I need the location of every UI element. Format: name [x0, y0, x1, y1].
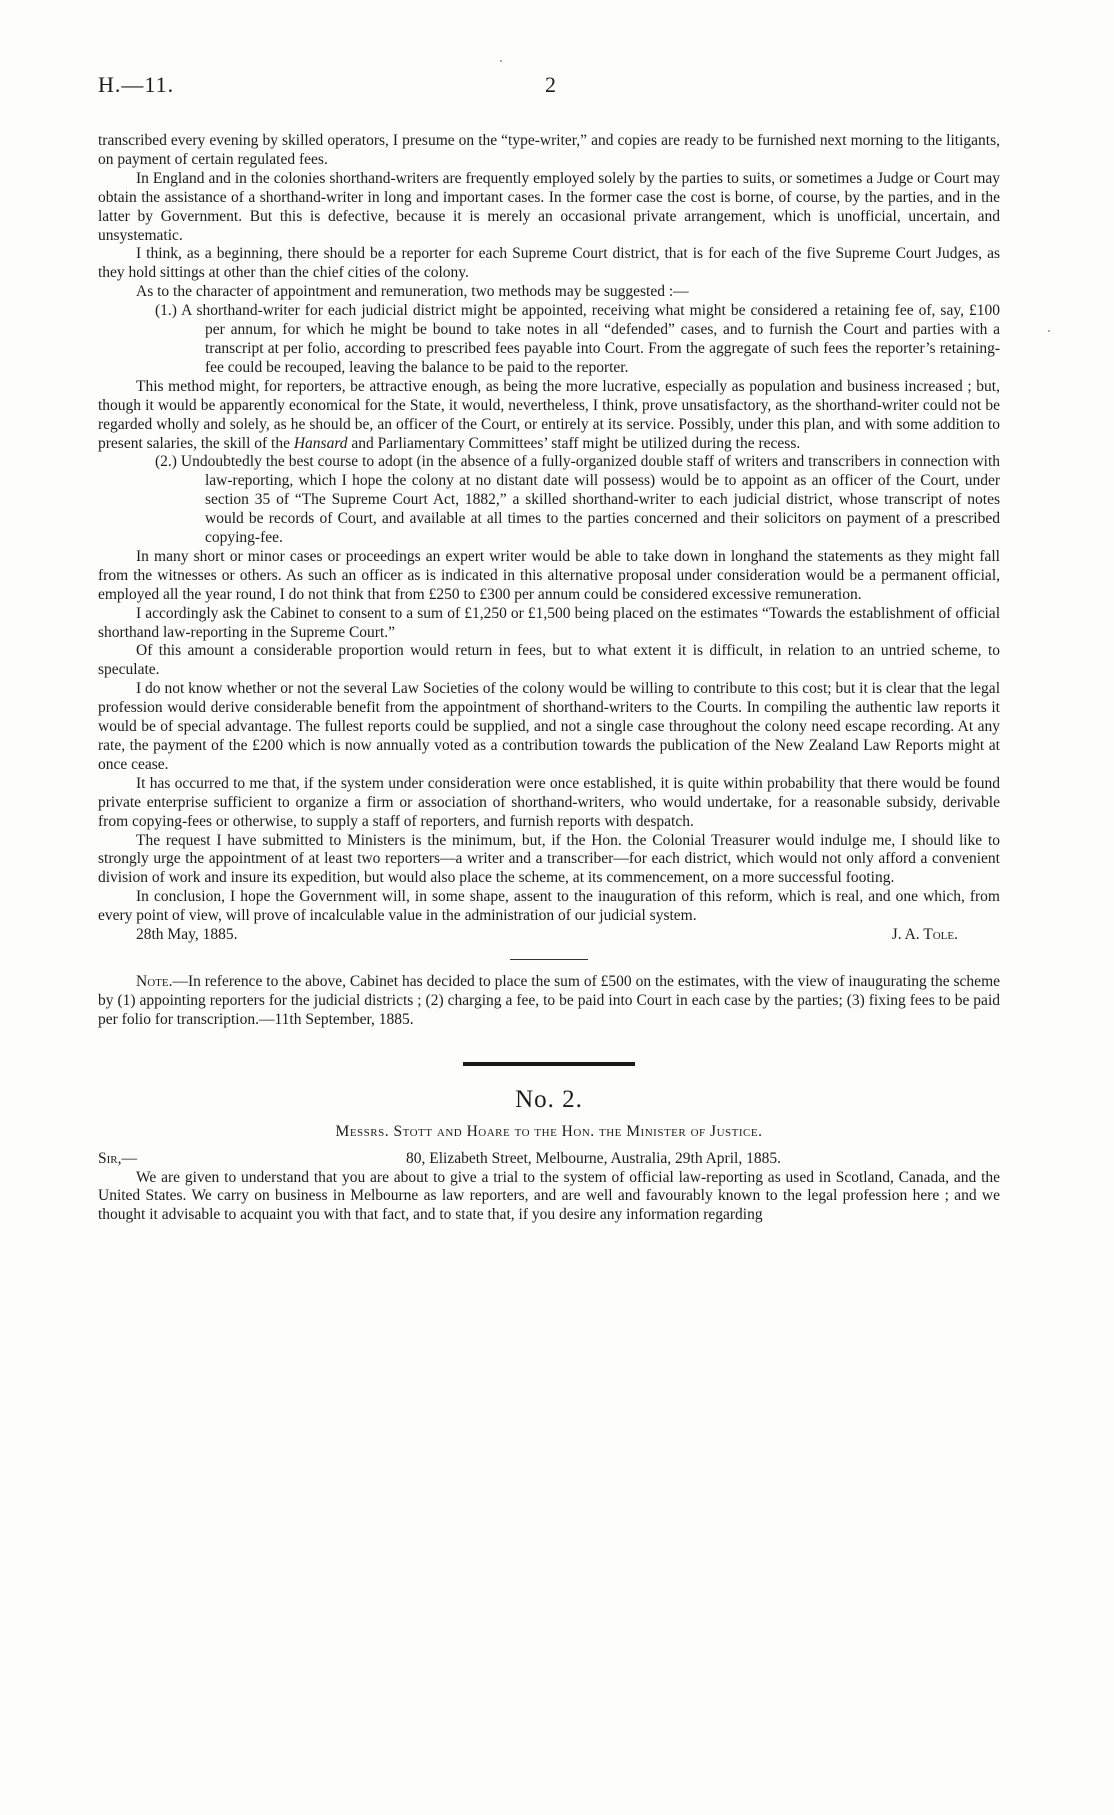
list-item-2: (2.) Undoubtedly the best course to adopt (in the absence of a fully-organized double staff of writers and transcribers in connection with law-reporting, which I hope the colony at no distant date will possess) would be to appoint as an officer of the Court, under section 35 of “The Supreme Court Act, 1882,” a skilled shorthand-writer to each judicial district, whose transcript of notes would be records of Court, and available at all times to the parties concerned and their solicitors on payment of a prescribed copying-fee. [155, 453, 1000, 547]
italic-term: Hansard [293, 434, 348, 452]
letter-paragraph: We are given to understand that you are about to give a trial to the system of official law-reporting as used in Scotland, Canada, and the United States. We carry on business in Melbourne as law reporters, and are well and favourably known to the legal profession here ; and we thought it advisable to acquaint you with that fact, and to state that, if you desire any information regarding [98, 1168, 1000, 1224]
section-number: No. 2. [515, 1085, 583, 1113]
paragraph: In England and in the colonies shorthand-writers are frequently employed solely by the parties to suits, or sometimes a Judge or Court may obtain the assistance of a shorthand-writer in long and important cases. In the former case the cost is borne, of course, by the parties, and in the latter by Government. But this is defective, because it is merely an occasional private arrangement, which is unofficial, uncertain, and unsystematic. [98, 169, 1000, 244]
paragraph: Of this amount a considerable proportion would return in fees, but to what extent it is difficult, in relation to an untried scheme, to speculate. [98, 642, 1000, 679]
letter-heading: Messrs. Stott and Hoare to the Hon. the Minister of Justice. [335, 1122, 763, 1140]
paragraph: The request I have submitted to Ministers is the minimum, but, if the Hon. the Colonial Treasurer would indulge me, I should like to strongly urge the appointment of at least two reporters—a writer and a transcriber—for each district, which would not only afford a convenient division of work and insure its expedition, but would also place the scheme, at its commencement, on a more successful footing. [98, 831, 1000, 887]
signature-line [98, 926, 1000, 945]
divider [510, 959, 588, 960]
paragraph: I think, as a beginning, there should be a reporter for each Supreme Court district, that is for each of the five Supreme Court Judges, as they hold sittings at other than the chief cities of the colony. [98, 245, 1000, 282]
letter-address-row [98, 1150, 1000, 1169]
page-number: 2 [545, 72, 556, 97]
paragraph: In many short or minor cases or proceedings an expert writer would be able to take down in longhand the statements as they might fall from the witnesses or others. As such an officer as is indicated in this alternative proposal under consideration would be a permanent official, employed all the year round, I do not think that from £250 to £300 per annum could be considered excessive remuneration. [98, 547, 1000, 603]
paragraph-text: This method might, for reporters, be attractive enough, as being the more lucrative, especially as population and business increased ; but, though it would be apparently economical for the State, it would, nevertheless, I think, prove unsatisfactory, as the shorthand-writer could not be regarded wholly and solely, as he should be, an officer of the Court, or entirely at its service. Possibly, under this plan, and with some addition to present salaries, the skill of the [98, 377, 1000, 452]
print-speck [500, 60, 502, 62]
note-text: —In reference to the above, Cabinet has decided to place the sum of £500 on the estimates, with the view of inaugurating the scheme by (1) appointing reporters for the judicial districts ; (2) charging a fee, to be paid into Court in each case by the parties; (3) fixing fees to be paid per folio for transcription.—11th September, 1885. [98, 972, 1000, 1028]
document-body [98, 132, 1000, 1225]
paragraph: As to the character of appointment and remuneration, two methods may be suggested :— [136, 283, 689, 301]
list-item-1: (1.) A shorthand-writer for each judicial district might be appointed, receiving what might be considered a retaining fee of, say, £100 per annum, for which he might be bound to take notes in all “defended” cases, and to furnish the Court and parties with a transcript at per folio, according to prescribed fees payable into Court. From the aggregate of such fees the reporter’s retaining-fee could be recouped, leaving the balance to be paid to the reporter. [155, 302, 1000, 376]
paragraph: It has occurred to me that, if the system under consideration were once established, it is quite within probability that there would be found private enterprise sufficient to organize a firm or association of shorthand-writers, who would undertake, for a reasonable subsidy, derivable from copying-fees or otherwise, to supply a staff of reporters, and furnish reports with despatch. [98, 774, 1000, 830]
paragraph: In conclusion, I hope the Government will, in some shape, assent to the inauguration of this reform, which is real, and one which, from every point of view, will prove of incalculable value in the administration of our judicial system. [98, 888, 1000, 925]
note-block [98, 973, 1000, 1030]
note-label: Note. [136, 972, 173, 990]
section-divider [463, 1062, 635, 1066]
document-reference: H.—11. [98, 72, 175, 97]
paragraph-text: and Parliamentary Committees’ staff might be utilized during the recess. [347, 434, 801, 452]
paragraph [98, 378, 1000, 454]
print-speck [1048, 330, 1050, 332]
signature-name: J. A. Tole. [891, 926, 958, 944]
note-paragraph [98, 973, 1000, 1030]
signature-date: 28th May, 1885. [136, 926, 238, 944]
paragraph: I do not know whether or not the several Law Societies of the colony would be willing to contribute to this cost; but it is clear that the legal profession would derive considerable benefit from the appointment of shorthand-writers to the Courts. In compiling the authentic law reports it would be of special advantage. The fullest reports could be supplied, and not a single case throughout the colony need escape recording. At any rate, the payment of the £200 which is now annually voted as a contribution towards the publication of the New Zealand Law Reports might at once cease. [98, 680, 1000, 773]
paragraph: I accordingly ask the Cabinet to consent to a sum of £1,250 or £1,500 being placed on the estimates “Towards the establishment of official shorthand law-reporting in the Supreme Court.” [98, 604, 1000, 641]
letter-address: 80, Elizabeth Street, Melbourne, Australia, 29th April, 1885. [406, 1149, 781, 1167]
salutation: Sir,— [98, 1149, 137, 1167]
paragraph: transcribed every evening by skilled operators, I presume on the “type-writer,” and copies are ready to be furnished next morning to the litigants, on payment of certain regulated fees. [98, 132, 1000, 168]
